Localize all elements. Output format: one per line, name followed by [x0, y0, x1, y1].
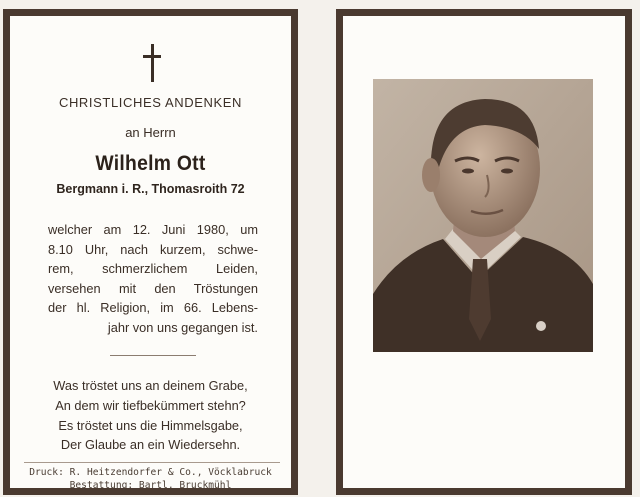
credit-line: Bestattung: Bartl, Bruckmühl	[69, 480, 232, 491]
poem-line: Was tröstet uns an deinem Grabe,	[53, 378, 248, 393]
notice-line: jahr von uns gegangen ist.	[107, 319, 258, 335]
cross-icon	[143, 44, 161, 82]
notice-line: versehen mit den Tröstungen	[48, 280, 258, 296]
memorial-poem	[10, 376, 291, 455]
portrait-photo	[373, 79, 593, 352]
divider	[110, 355, 196, 356]
poem-line: Es tröstet uns die Himmelsgabe,	[58, 417, 243, 433]
card-heading: CHRISTLICHES ANDENKEN	[58, 95, 243, 110]
salutation: an Herrn	[125, 125, 176, 140]
poem-line: An dem wir tiefbekümmert stehn?	[55, 397, 246, 413]
notice-line: der hl. Religion, im 66. Lebens-	[48, 300, 258, 316]
printer-credits	[10, 466, 291, 492]
notice-line: 8.10 Uhr, nach kurzem, schwe-	[48, 241, 258, 257]
notice-line: rem, schmerzlichem Leiden,	[48, 261, 258, 277]
occupation-address: Bergmann i. R., Thomasroith 72	[56, 182, 245, 196]
memorial-card-right	[336, 9, 632, 495]
memorial-card-left	[3, 9, 298, 495]
credits-divider	[24, 462, 280, 463]
deceased-name: Wilhelm Ott	[95, 152, 206, 175]
notice-line: welcher am 12. Juni 1980, um	[48, 222, 258, 237]
death-notice	[48, 220, 258, 338]
credit-line: Druck: R. Heitzendorfer & Co., Vöcklabruck	[29, 467, 272, 478]
portrait-illustration	[373, 79, 593, 352]
poem-line: Der Glaube an ein Wiedersehn.	[60, 437, 241, 453]
